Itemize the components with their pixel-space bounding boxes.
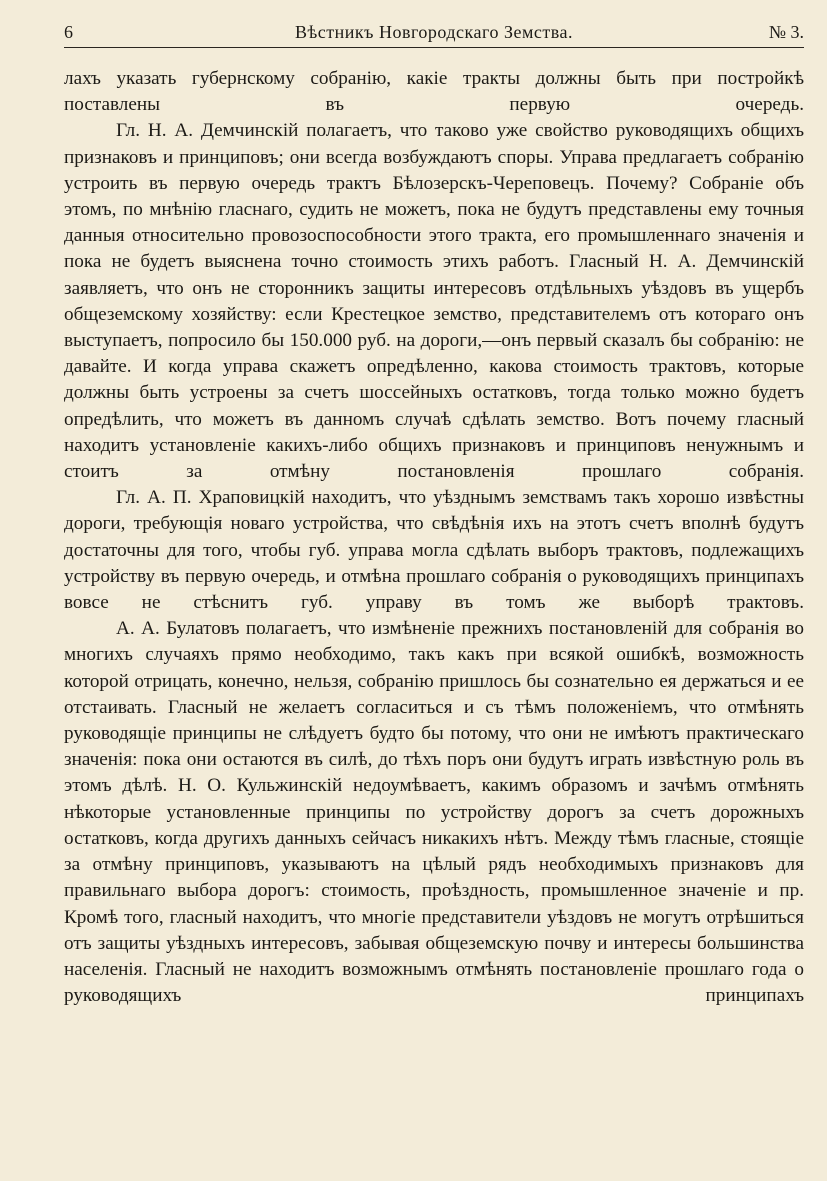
paragraph-continuation: лахъ указать губернскому собранію, какіе тракты должны быть при постройкѣ поставлены въ первую очередь. [64, 68, 804, 116]
paragraph-khrapovitsky: Гл. А. П. Храповицкій находитъ, что уѣзднымъ земствамъ такъ хорошо извѣстны дороги, требующія новаго устройства, что свѣдѣнія ихъ на этотъ счетъ вполнѣ будутъ достаточны для того, чтобы губ. управа могла сдѣлать выборъ трактовъ, подлежащихъ устройству въ первую очередь, и отмѣна прошлаго собранія о руководящихъ принципахъ вовсе не стѣснитъ губ. управу въ томъ же выборѣ трактовъ. [64, 487, 804, 614]
page-number: 6 [64, 22, 73, 42]
header-rule [64, 47, 804, 48]
article-body [64, 66, 804, 1009]
journal-title: Вѣстникъ Новгородскаго Земства. [295, 22, 573, 42]
paragraph-demchinsky: Гл. Н. А. Демчинскій полагаетъ, что таково уже свойство руководящихъ общихъ признаковъ и принциповъ; они всегда возбуждаютъ споры. Управа предлагаетъ собранію устроить въ первую очередь трактъ Бѣлозерскъ-Череповецъ. Почему? Собраніе объ этомъ, по мнѣнію гласнаго, судить не можетъ, пока не будутъ представлены ему точныя данныя относительно провозоспособности этого тракта, его промышленнаго значенія и пока не будетъ выяснена точно стоимость этихъ работъ. Гласный Н. А. Демчинскій заявляетъ, что онъ не сторонникъ защиты интересовъ отдѣльныхъ уѣздовъ въ ущербъ общеземскому хозяйству: если Крестецкое земство, представителемъ отъ котораго онъ выступаетъ, попросило бы 150.000 руб. на дороги,—онъ первый сказалъ бы собранію: не давайте. И когда управа скажетъ опредѣленно, какова стоимость трактовъ, которые должны быть устроены за счетъ шоссейныхъ остатковъ, тогда только можно будетъ опредѣлить, что можетъ въ данномъ случаѣ сдѣлать земство. Вотъ почему гласный находитъ установленіе какихъ-либо общихъ признаковъ и принциповъ ненужнымъ и стоитъ за отмѣну постановленія прошлаго собранія. [64, 120, 804, 483]
page-header [64, 20, 804, 50]
paragraph-bulatov: А. А. Булатовъ полагаетъ, что измѣненіе прежнихъ постановленій для собранія во многихъ случаяхъ прямо необходимо, такъ какъ при всякой ошибкѣ, возможность которой отрицать, конечно, нельзя, собранію пришлось бы сознательно ея держаться и ее отстаивать. Гласный не желаетъ согласиться и съ тѣмъ положеніемъ, что отмѣнять руководящіе принципы не слѣдуетъ будто бы потому, что они не имѣютъ практическаго значенія: пока они остаются въ силѣ, до тѣхъ поръ они будутъ играть извѣстную роль въ этомъ дѣлѣ. Н. О. Кульжинскій недоумѣваетъ, какимъ образомъ и зачѣмъ отмѣнять нѣкоторые установленные принципы по устройству дорогъ за счетъ дорожныхъ остатковъ, когда другихъ данныхъ сейчасъ никакихъ нѣтъ. Между тѣмъ гласные, стоящіе за отмѣну принциповъ, указываютъ на цѣлый рядъ необходимыхъ признаковъ для правильнаго выбора дорогъ: стоимость, проѣздность, промышленное значеніе и пр. Кромѣ того, гласный находитъ, что многіе представители уѣздовъ не могутъ отрѣшиться отъ защиты уѣздныхъ интересовъ, забывая общеземскую почву и интересы большинства населенія. Гласный не находитъ возможнымъ отмѣнять постановленіе прошлаго года о руководящихъ принципахъ [64, 618, 804, 1007]
issue-number: № 3. [768, 22, 804, 42]
